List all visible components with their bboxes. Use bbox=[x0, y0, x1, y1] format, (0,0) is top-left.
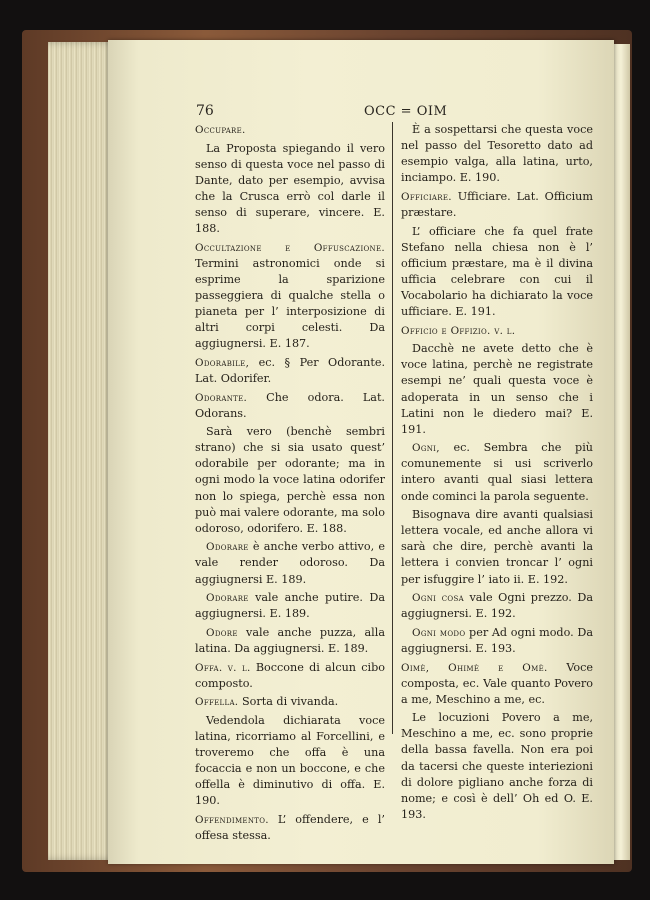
entry-headword: Offella. bbox=[195, 696, 239, 709]
entry-headword: Ogni cosa bbox=[412, 592, 464, 605]
text-block bbox=[401, 122, 593, 186]
text-block bbox=[195, 390, 385, 422]
entry-text: Boccone di alcun cibo composto. bbox=[195, 660, 385, 690]
text-block bbox=[195, 660, 385, 692]
text-block bbox=[401, 507, 593, 587]
text-block bbox=[401, 341, 593, 438]
entry-headword: Ogni, bbox=[412, 442, 440, 455]
entry-headword: Offa. v. l. bbox=[195, 661, 251, 674]
text-block bbox=[195, 539, 385, 587]
entry-text: Dacchè ne avete detto che è voce latina, perchè ne registrate esempi ne’ quali questa voce è adoperata in un senso che i Latini non le diedero mai? E. 191. bbox=[401, 342, 593, 436]
text-block bbox=[195, 122, 385, 138]
header-title: OCC = OIM bbox=[364, 104, 448, 119]
text-block bbox=[401, 710, 593, 823]
right-page-edge bbox=[612, 44, 630, 860]
entry-text: ec. Sembra che più comunemente si usi scriverlo intero avanti qual siasi lettera onde cominci la parola seguente. bbox=[401, 441, 593, 503]
running-header bbox=[196, 103, 594, 123]
entry-text: Termini astronomici onde si esprime la sparizione passeggiera di qualche stella o pianeta per l’ interposizione di altri corpi celesti. Da aggiugnersi. E. 187. bbox=[195, 256, 385, 351]
text-block bbox=[195, 694, 385, 710]
entry-text: L’ officiare che fa quel frate Stefano nella chiesa non è l’ officium præstare, ma è il divina ufficia celebrare con cui il Vocabolario ha dichiarato la voce ufficiare. E. 191. bbox=[401, 224, 593, 319]
text-block bbox=[195, 812, 385, 844]
entry-headword: Odorabile, bbox=[195, 356, 250, 369]
entry-headword: Officio e Offizio. v. l. bbox=[401, 324, 516, 337]
text-block bbox=[195, 590, 385, 622]
entry-text: Sorta di vivanda. bbox=[238, 695, 339, 709]
entry-text: vale anche putire. Da aggiugnersi. E. 189. bbox=[195, 591, 385, 621]
entry-headword: Officiare. bbox=[401, 190, 452, 203]
text-block bbox=[401, 590, 593, 622]
left-column bbox=[195, 122, 385, 847]
text-block bbox=[401, 189, 593, 221]
text-block bbox=[401, 224, 593, 321]
entry-headword: Odorare bbox=[206, 541, 249, 554]
text-block bbox=[195, 355, 385, 387]
text-block bbox=[195, 141, 385, 238]
text-block bbox=[195, 240, 385, 353]
text-block bbox=[401, 625, 593, 657]
entry-text: Sarà vero (benchè sembri strano) che si sia usato quest’ odorabile per odorante; ma in ogni modo la voce latina odorifer non lo spiega, perchè essa non può mai valere odorante, ma solo odoroso, odorifero. E. 188. bbox=[195, 425, 385, 535]
entry-text: Le locuzioni Povero a me, Meschino a me, ec. sono proprie della bassa favella. Non era poi da tacersi che queste interiezioni di dolore pigliano anche forza di nome; e così è dell’ Oh ed O. E. 193. bbox=[401, 711, 593, 821]
entry-text: È a sospettarsi che questa voce nel passo del Tesoretto dato ad esempio valga, alla latina, urto, inciampo. E. 190. bbox=[401, 123, 593, 185]
text-block bbox=[401, 440, 593, 504]
text-block bbox=[401, 660, 593, 708]
right-column bbox=[401, 122, 593, 825]
entry-text: La Proposta spiegando il vero senso di questa voce nel passo di Dante, dato per esempio, avvisa che la Crusca errò col darle il senso di superare, vincere. E. 188. bbox=[195, 141, 385, 236]
entry-text: L’ offendere, e l’ offesa stessa. bbox=[195, 812, 385, 842]
text-block bbox=[195, 424, 385, 537]
text-block bbox=[195, 713, 385, 810]
entry-headword: Occultazione e Offuscazione. bbox=[195, 241, 385, 254]
entry-text: per Ad ogni modo. Da aggiugnersi. E. 193. bbox=[401, 625, 593, 655]
entry-text: ec. § Per Odorante. Lat. Odorifer. bbox=[195, 355, 385, 385]
entry-headword: Odorante. bbox=[195, 391, 248, 404]
entry-text: Bisognava dire avanti qualsiasi lettera vocale, ed anche allora vi sarà che dire, perchè avanti la lettera i convien troncar l’ ogni per isfuggire l’ iato ii. E. 192. bbox=[401, 508, 593, 586]
entry-headword: Odorare bbox=[206, 592, 249, 605]
text-block bbox=[401, 323, 593, 339]
entry-headword: Occupare. bbox=[195, 124, 246, 136]
entry-headword: Offendimento. bbox=[195, 813, 269, 826]
page-number: 76 bbox=[196, 103, 214, 119]
text-block bbox=[195, 625, 385, 657]
entry-text: vale Ogni prezzo. Da aggiugnersi. E. 192. bbox=[401, 591, 593, 621]
entry-headword: Odore bbox=[206, 626, 238, 639]
entry-headword: Ogni modo bbox=[412, 626, 466, 639]
entry-text: Voce composta, ec. Vale quanto Povero a me, Meschino a me, ec. bbox=[401, 660, 594, 706]
entry-text: Che odora. Lat. Odorans. bbox=[195, 390, 385, 420]
entry-text: vale anche puzza, alla latina. Da aggiugnersi. E. 189. bbox=[195, 625, 385, 655]
entry-text: è anche verbo attivo, e vale render odoroso. Da aggiugnersi E. 189. bbox=[195, 540, 385, 586]
entry-text: Vedendola dichiarata voce latina, ricorriamo al Forcellini, e troveremo che offa è una focaccia e non un boccone, e che offella è diminutivo di offa. E. 190. bbox=[195, 713, 385, 808]
column-divider bbox=[392, 122, 393, 734]
entry-headword: Oimè, Ohimè e Omè. bbox=[401, 661, 548, 674]
entry-text: Ufficiare. Lat. Officium præstare. bbox=[401, 189, 593, 219]
